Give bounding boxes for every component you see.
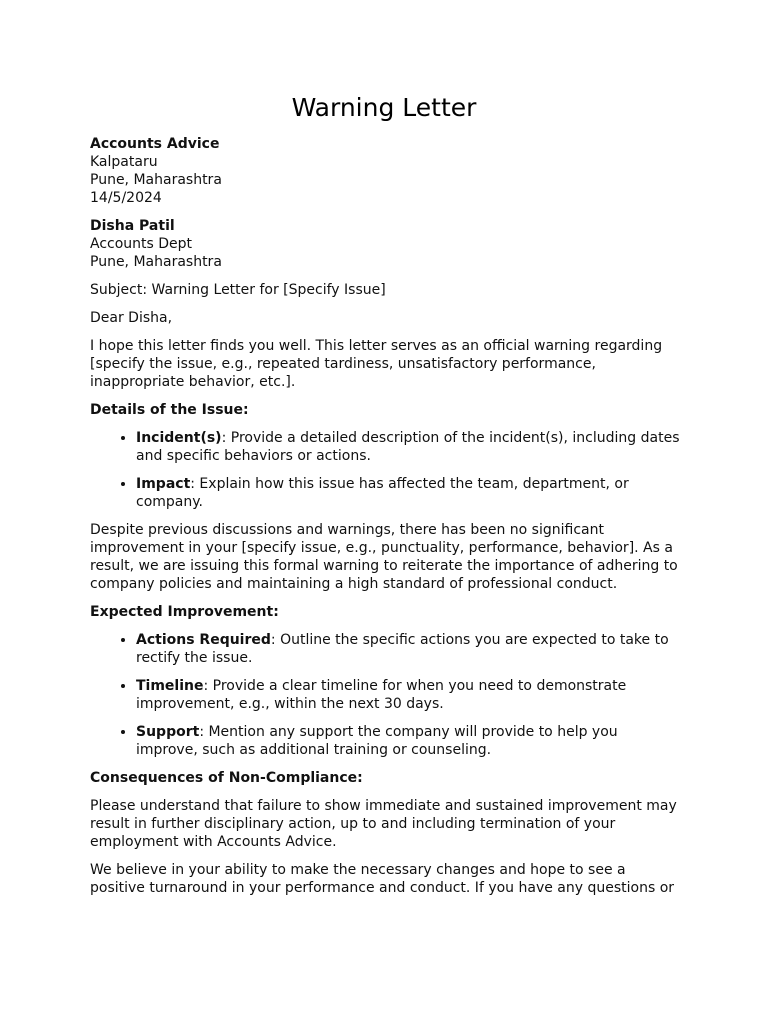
recipient-line1: Accounts Dept	[90, 236, 193, 252]
list-item	[136, 677, 682, 713]
list-item-text: : Provide a clear timeline for when you need to demonstrate improvement, e.g., within the next 30 days.	[136, 678, 627, 712]
details-heading: Details of the Issue:	[90, 402, 249, 418]
list-item-term: Impact	[136, 476, 191, 492]
letter-body	[90, 135, 682, 907]
sender-line2: Pune, Maharashtra	[90, 172, 222, 188]
list-item-text: : Explain how this issue has affected the team, department, or company.	[136, 476, 629, 510]
sender-line1: Kalpataru	[90, 154, 158, 170]
list-item	[136, 475, 682, 511]
list-item	[136, 429, 682, 465]
consequences-heading: Consequences of Non-Compliance:	[90, 770, 363, 786]
list-item	[136, 631, 682, 667]
list-item-term: Support	[136, 724, 200, 740]
improvement-heading: Expected Improvement:	[90, 604, 279, 620]
list-item	[136, 723, 682, 759]
list-item-term: Incident(s)	[136, 430, 222, 446]
subject-line: Subject: Warning Letter for [Specify Issue]	[90, 282, 386, 298]
recipient-name: Disha Patil	[90, 218, 175, 234]
salutation: Dear Disha,	[90, 310, 173, 326]
list-item-term: Timeline	[136, 678, 204, 694]
intro-paragraph: I hope this letter finds you well. This letter serves as an official warning regarding [specify the issue, e.g., repeated tardiness, unsatisfactory performance, inappropriate behavior, etc.].	[90, 338, 663, 390]
sender-name: Accounts Advice	[90, 136, 220, 152]
sender-address	[90, 135, 682, 207]
document-title: Warning Letter	[291, 93, 477, 122]
list-item-text: : Provide a detailed description of the incident(s), including dates and specific behaviors or actions.	[136, 430, 680, 464]
consequences-paragraph: Please understand that failure to show immediate and sustained improvement may result in further disciplinary action, up to and including termination of your employment with Accounts Advice.	[90, 798, 677, 850]
closing-paragraph: We believe in your ability to make the necessary changes and hope to see a positive turnaround in your performance and conduct. If you have any questions or	[90, 862, 675, 896]
list-item-term: Actions Required	[136, 632, 271, 648]
list-item-text: : Outline the specific actions you are expected to take to rectify the issue.	[136, 632, 669, 666]
recipient-line2: Pune, Maharashtra	[90, 254, 222, 270]
body-paragraph: Despite previous discussions and warnings, there has been no significant improvement in your [specify issue, e.g., punctuality, performance, behavior]. As a result, we are issuing this formal warning to reiterate the importance of adhering to company policies and maintaining a high standard of professional conduct.	[90, 522, 678, 592]
improvement-list	[90, 631, 682, 759]
details-list	[90, 429, 682, 511]
letter-date: 14/5/2024	[90, 190, 162, 206]
recipient-address	[90, 217, 682, 271]
list-item-text: : Mention any support the company will provide to help you improve, such as additional training or counseling.	[136, 724, 618, 758]
